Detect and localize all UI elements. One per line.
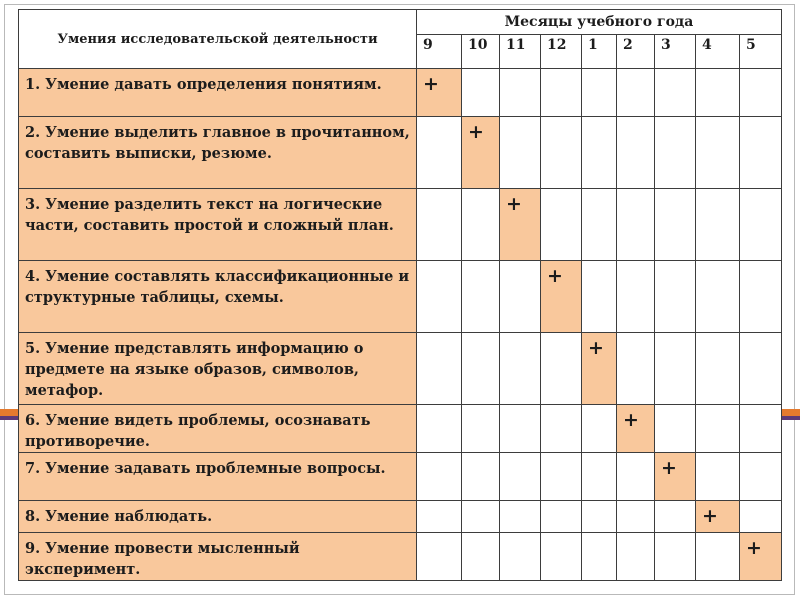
empty-cell bbox=[617, 189, 655, 261]
empty-cell bbox=[582, 261, 617, 333]
empty-cell bbox=[696, 333, 740, 405]
plus-mark: + bbox=[541, 261, 582, 333]
skill-row bbox=[19, 453, 782, 501]
empty-cell bbox=[617, 533, 655, 581]
empty-cell bbox=[655, 261, 696, 333]
empty-cell bbox=[740, 261, 782, 333]
empty-cell bbox=[617, 69, 655, 117]
empty-cell bbox=[462, 533, 500, 581]
empty-cell bbox=[462, 69, 500, 117]
empty-cell bbox=[417, 189, 462, 261]
empty-cell bbox=[696, 533, 740, 581]
empty-cell bbox=[500, 501, 541, 533]
empty-cell bbox=[462, 333, 500, 405]
skill-row bbox=[19, 189, 782, 261]
plus-mark: + bbox=[696, 501, 740, 533]
skill-row bbox=[19, 333, 782, 405]
empty-cell bbox=[582, 533, 617, 581]
empty-cell bbox=[655, 533, 696, 581]
months-column-header: Месяцы учебного года bbox=[417, 10, 782, 35]
empty-cell bbox=[417, 333, 462, 405]
plus-mark: + bbox=[740, 533, 782, 581]
empty-cell bbox=[617, 453, 655, 501]
plus-mark: + bbox=[417, 69, 462, 117]
month-label: 5 bbox=[740, 35, 782, 69]
empty-cell bbox=[582, 405, 617, 453]
skill-label: 5. Умение представлять информацию о предмете на языке образов, символов, метафор. bbox=[19, 333, 417, 405]
skill-label: 2. Умение выделить главное в прочитанном, составить выписки, резюме. bbox=[19, 117, 417, 189]
empty-cell bbox=[500, 333, 541, 405]
empty-cell bbox=[541, 453, 582, 501]
empty-cell bbox=[541, 333, 582, 405]
empty-cell bbox=[417, 261, 462, 333]
empty-cell bbox=[500, 533, 541, 581]
empty-cell bbox=[417, 405, 462, 453]
empty-cell bbox=[655, 69, 696, 117]
empty-cell bbox=[417, 501, 462, 533]
empty-cell bbox=[655, 189, 696, 261]
empty-cell bbox=[462, 453, 500, 501]
empty-cell bbox=[541, 405, 582, 453]
empty-cell bbox=[500, 69, 541, 117]
empty-cell bbox=[582, 69, 617, 117]
empty-cell bbox=[500, 261, 541, 333]
skill-label: 3. Умение разделить текст на логические части, составить простой и сложный план. bbox=[19, 189, 417, 261]
empty-cell bbox=[417, 533, 462, 581]
skill-row bbox=[19, 405, 782, 453]
empty-cell bbox=[582, 117, 617, 189]
month-label: 1 bbox=[582, 35, 617, 69]
skill-label: 9. Умение провести мысленный эксперимент. bbox=[19, 533, 417, 581]
empty-cell bbox=[617, 261, 655, 333]
plus-mark: + bbox=[462, 117, 500, 189]
empty-cell bbox=[696, 117, 740, 189]
empty-cell bbox=[541, 69, 582, 117]
empty-cell bbox=[740, 333, 782, 405]
empty-cell bbox=[617, 117, 655, 189]
empty-cell bbox=[582, 501, 617, 533]
plus-mark: + bbox=[617, 405, 655, 453]
skill-label: 8. Умение наблюдать. bbox=[19, 501, 417, 533]
empty-cell bbox=[740, 189, 782, 261]
skill-row bbox=[19, 69, 782, 117]
empty-cell bbox=[541, 117, 582, 189]
empty-cell bbox=[582, 453, 617, 501]
empty-cell bbox=[617, 333, 655, 405]
month-label: 11 bbox=[500, 35, 541, 69]
empty-cell bbox=[740, 69, 782, 117]
empty-cell bbox=[740, 405, 782, 453]
empty-cell bbox=[655, 117, 696, 189]
empty-cell bbox=[500, 453, 541, 501]
plus-mark: + bbox=[582, 333, 617, 405]
empty-cell bbox=[696, 405, 740, 453]
month-label: 10 bbox=[462, 35, 500, 69]
empty-cell bbox=[655, 501, 696, 533]
empty-cell bbox=[617, 501, 655, 533]
skill-row bbox=[19, 533, 782, 581]
empty-cell bbox=[655, 333, 696, 405]
empty-cell bbox=[500, 405, 541, 453]
skill-label: 7. Умение задавать проблемные вопросы. bbox=[19, 453, 417, 501]
month-label: 3 bbox=[655, 35, 696, 69]
month-label: 12 bbox=[541, 35, 582, 69]
skill-label: 6. Умение видеть проблемы, осознавать противоречие. bbox=[19, 405, 417, 453]
skill-label: 1. Умение давать определения понятиям. bbox=[19, 69, 417, 117]
empty-cell bbox=[696, 261, 740, 333]
empty-cell bbox=[462, 501, 500, 533]
empty-cell bbox=[740, 501, 782, 533]
empty-cell bbox=[696, 453, 740, 501]
month-label: 9 bbox=[417, 35, 462, 69]
skill-row bbox=[19, 501, 782, 533]
empty-cell bbox=[541, 533, 582, 581]
plus-mark: + bbox=[655, 453, 696, 501]
empty-cell bbox=[582, 189, 617, 261]
skills-schedule-table bbox=[18, 9, 782, 581]
empty-cell bbox=[541, 189, 582, 261]
skills-column-header: Умения исследовательской деятельности bbox=[19, 10, 417, 69]
empty-cell bbox=[462, 189, 500, 261]
empty-cell bbox=[696, 69, 740, 117]
month-label: 4 bbox=[696, 35, 740, 69]
empty-cell bbox=[696, 189, 740, 261]
empty-cell bbox=[462, 405, 500, 453]
empty-cell bbox=[740, 117, 782, 189]
skill-row bbox=[19, 117, 782, 189]
empty-cell bbox=[655, 405, 696, 453]
plus-mark: + bbox=[500, 189, 541, 261]
header-row bbox=[19, 10, 782, 35]
skill-row bbox=[19, 261, 782, 333]
month-label: 2 bbox=[617, 35, 655, 69]
empty-cell bbox=[541, 501, 582, 533]
empty-cell bbox=[417, 117, 462, 189]
empty-cell bbox=[462, 261, 500, 333]
empty-cell bbox=[740, 453, 782, 501]
empty-cell bbox=[500, 117, 541, 189]
skill-label: 4. Умение составлять классификационные и структурные таблицы, схемы. bbox=[19, 261, 417, 333]
empty-cell bbox=[417, 453, 462, 501]
